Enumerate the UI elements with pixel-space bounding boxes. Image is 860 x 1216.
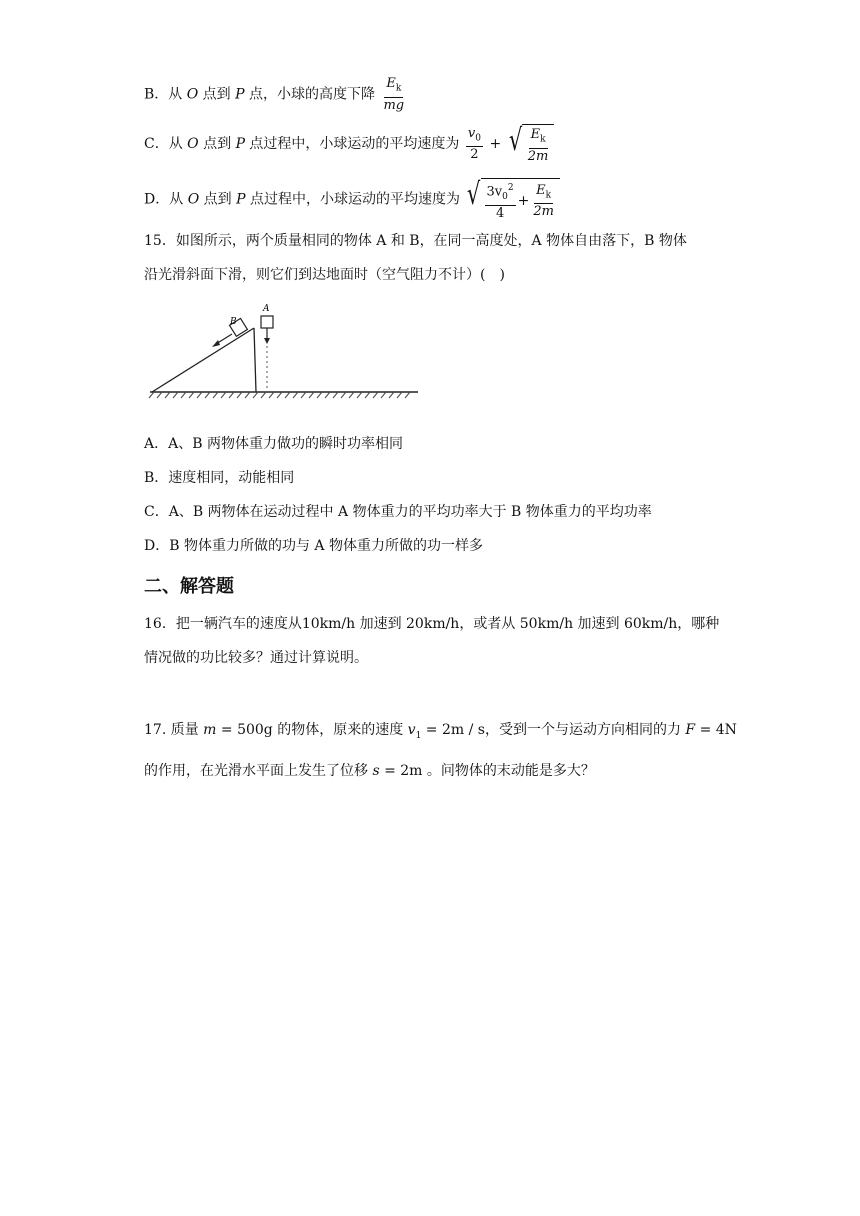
ground-hatching (149, 392, 410, 398)
q15-option-c: C．A、B 两物体在运动过程中 A 物体重力的平均功率大于 B 物体重力的平均功率 (144, 504, 652, 520)
q16-line2: 情况做的功比较多？通过计算说明。 (144, 650, 368, 666)
q14-option-c: C．从 O 点到 P 点过程中，小球运动的平均速度为 $\frac{v_0}{2}$ + √ $\frac{E_k}{2m}$ (144, 124, 554, 164)
sqrt-expression: √ $\frac{3v_0^2}{4}$ + $\frac{E_k}{2m}$ (464, 178, 560, 221)
q15-option-d: D．B 物体重力所做的功与 A 物体重力所做的功一样多 (144, 538, 483, 554)
block-a (261, 316, 273, 328)
block-b-arrowhead (212, 340, 220, 347)
incline-figure (148, 300, 428, 410)
block-a-arrowhead (264, 338, 270, 344)
sqrt-ek-over-2m: √ $\frac{E_k}{2m}$ (506, 124, 555, 164)
q15-option-a: A．A、B 两物体重力做功的瞬时功率相同 (144, 436, 403, 452)
q15-stem-line1: 15．如图所示，两个质量相同的物体 A 和 B，在同一高度处，A 物体自由落下，B 物体 (144, 233, 687, 249)
q15-stem-line2: 沿光滑斜面下滑，则它们到达地面时（空气阻力不计）( ) (144, 267, 505, 283)
q17-line2: 的作用，在光滑水平面上发生了位移 s = 2m 。问物体的末动能是多大？ (144, 763, 595, 779)
label-b: B (230, 317, 237, 327)
fraction-ek-over-mg: $\frac{E_k}{mg}$ (383, 76, 405, 113)
incline-surface (152, 328, 254, 392)
q15-option-b: B．速度相同，动能相同 (144, 470, 295, 486)
fraction-v0-over-2: $\frac{v_0}{2}$ (467, 125, 481, 163)
incline-vertical-side (254, 328, 256, 392)
label-a: A (263, 304, 270, 314)
q17-line1: 17. 质量 m = 500g 的物体，原来的速度 $v_1 = 2m / s$，受到一个与运动方向相同的力 F = 4N (144, 722, 737, 741)
q14-option-b: B．从 O 点到 P 点，小球的高度下降 $\frac{E_k}{mg}$ (144, 76, 405, 113)
section-heading: 二、解答题 (144, 576, 234, 597)
q16-line1: 16．把一辆汽车的速度从10km/h 加速到 20km/h，或者从 50km/h 加速到 60km/h，哪种 (144, 616, 720, 632)
q14-option-d: D．从 O 点到 P 点过程中，小球运动的平均速度为 √ $\frac{3v_0^2}{4}$ + $\frac{E_k}{2m}$ (144, 178, 560, 221)
